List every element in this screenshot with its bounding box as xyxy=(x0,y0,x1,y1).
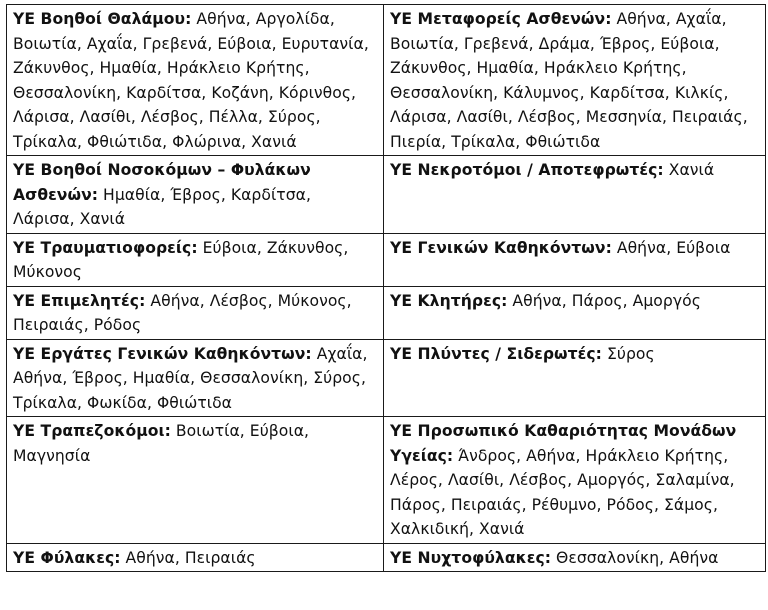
role-title: ΥΕ Εργάτες Γενικών Καθηκόντων: xyxy=(13,344,312,363)
table-row xyxy=(7,286,766,339)
role-title: ΥΕ Πλύντες / Σιδερωτές: xyxy=(390,344,602,363)
table-row xyxy=(7,233,766,286)
role-title: ΥΕ Μεταφορείς Ασθενών: xyxy=(390,10,612,28)
locations-list: Αθήνα, Πειραιάς xyxy=(120,548,256,567)
locations-list: Αθήνα, Εύβοια xyxy=(611,238,731,257)
role-title: ΥΕ Τραπεζοκόμοι: xyxy=(13,422,171,440)
role-title: ΥΕ Γενικών Καθηκόντων: xyxy=(390,238,612,257)
table-cell xyxy=(7,543,384,572)
locations-list: Άνδρος, Αθήνα, Ηράκλειο Κρήτης, Λέρος, Λασίθι, Λέσβος, Αμοργός, Σαλαμίνα, Πάρος, Πειραιάς, Ρέθυμνο, Ρόδος, Σάμος, Χαλκιδική, Χανιά xyxy=(390,446,735,538)
table-cell xyxy=(7,417,384,544)
locations-list: Σύρος xyxy=(601,344,655,363)
locations-list: Αθήνα, Αχαΐα, Βοιωτία, Γρεβενά, Δράμα, Έβρος, Εύβοια, Ζάκυνθος, Ημαθία, Ηράκλειο Κρήτης, Θεσσαλονίκη, Κάλυμνος, Καρδίτσα, Κιλκίς, Λάρισα, Λασίθι, Λέσβος, Μεσσηνία, Πειραιάς, Πιερία, Τρίκαλα, Φθιώτιδα xyxy=(390,10,748,151)
table-row xyxy=(7,339,766,417)
role-title: ΥΕ Βοηθοί Θαλάμου: xyxy=(13,10,192,28)
table-cell xyxy=(7,5,384,156)
role-title: ΥΕ Τραυματιοφορείς: xyxy=(13,238,198,257)
table-row xyxy=(7,543,766,572)
table-row xyxy=(7,417,766,544)
table-cell xyxy=(384,5,766,156)
role-title: ΥΕ Προσωπικό Καθαριότητας Μονάδων Υγείας: xyxy=(390,422,737,465)
role-title: ΥΕ Φύλακες: xyxy=(13,548,121,567)
table-cell xyxy=(7,233,384,286)
table-cell xyxy=(384,417,766,544)
table-cell xyxy=(384,543,766,572)
locations-list: Αθήνα, Πάρος, Αμοργός xyxy=(507,291,701,310)
locations-list: Εύβοια, Ζάκυνθος, Μύκονος xyxy=(13,238,349,281)
role-title: ΥΕ Νυχτοφύλακες: xyxy=(390,548,552,567)
role-title: ΥΕ Κλητήρες: xyxy=(390,291,508,310)
locations-list: Βοιωτία, Εύβοια, Μαγνησία xyxy=(13,422,310,465)
table-cell xyxy=(7,156,384,234)
table-row xyxy=(7,5,766,156)
locations-list: Αχαΐα, Αθήνα, Έβρος, Ημαθία, Θεσσαλονίκη, Σύρος, Τρίκαλα, Φωκίδα, Φθιώτιδα xyxy=(13,344,368,412)
role-title: ΥΕ Νεκροτόμοι / Αποτεφρωτές: xyxy=(390,161,664,179)
role-title: ΥΕ Βοηθοί Νοσοκόμων – Φυλάκων Ασθενών: xyxy=(13,161,311,204)
locations-list: Αθήνα, Αργολίδα, Βοιωτία, Αχαΐα, Γρεβενά, Εύβοια, Ευρυτανία, Ζάκυνθος, Ημαθία, Ηράκλειο Κρήτης, Θεσσαλονίκη, Καρδίτσα, Κοζάνη, Κόρινθος, Λάρισα, Λασίθι, Λέσβος, Πέλλα, Σύρος, Τρίκαλα, Φθιώτιδα, Φλώρινα, Χανιά xyxy=(13,10,369,151)
locations-list: Αθήνα, Λέσβος, Μύκονος, Πειραιάς, Ρόδος xyxy=(13,291,352,334)
table-cell xyxy=(384,339,766,417)
table-cell xyxy=(7,286,384,339)
locations-list: Θεσσαλονίκη, Αθήνα xyxy=(551,548,719,567)
locations-list: Χανιά xyxy=(663,161,715,179)
table-row xyxy=(7,156,766,234)
table-cell xyxy=(384,156,766,234)
table-cell xyxy=(7,339,384,417)
role-title: ΥΕ Επιμελητές: xyxy=(13,291,146,310)
locations-list: Ημαθία, Έβρος, Καρδίτσα, Λάρισα, Χανιά xyxy=(13,185,312,228)
job-positions-table xyxy=(6,4,766,572)
table-cell xyxy=(384,286,766,339)
table-cell xyxy=(384,233,766,286)
